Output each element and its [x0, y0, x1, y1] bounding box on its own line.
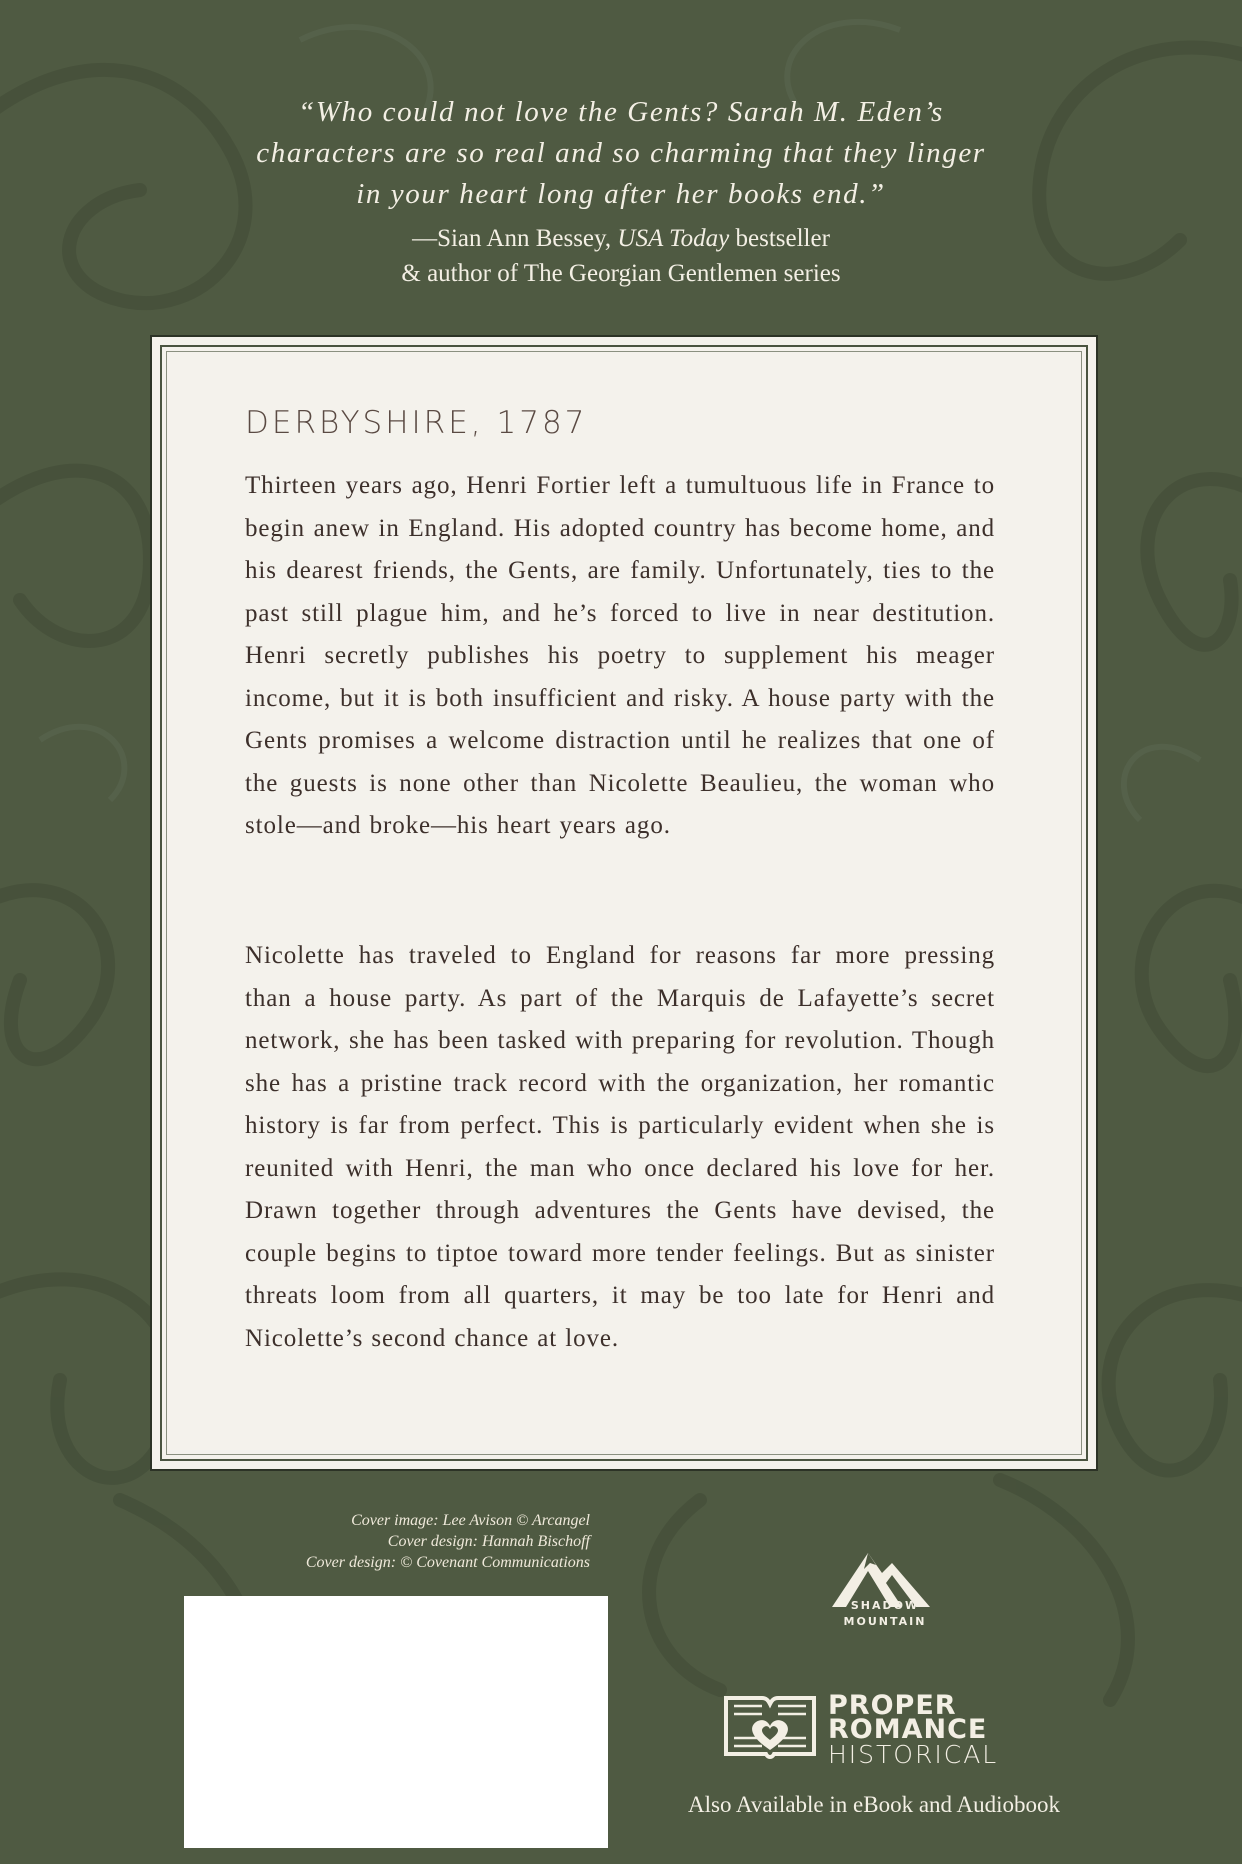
- attribution-suffix: bestseller: [729, 225, 830, 252]
- attribution-prefix: —Sian Ann Bessey,: [412, 225, 618, 252]
- publisher-name-line2: MOUNTAIN: [843, 1615, 927, 1628]
- publisher-name: [820, 1598, 950, 1630]
- blurb-heading: DERBYSHIRE, 1787: [245, 405, 588, 441]
- availability-note: Also Available in eBook and Audiobook: [688, 1792, 1061, 1817]
- endorsement-quote: [0, 92, 1242, 291]
- quote-line: in your heart long after her books end.”: [356, 178, 886, 210]
- attribution-italic: USA Today: [617, 225, 730, 252]
- blurb-paragraph: Nicolette has traveled to England for reasons far more pressing than a house party. As part of the Marquis de Lafayette’s secret network, she has been tasked with preparing for revolution. Though she has a pristine track record with the organization, her romantic history is far from perfect. This is particularly evident when she is reunited with Henri, the man who once declared his love for her. Drawn together through adventures the Gents have devised, the couple begins to tiptoe toward more tender feelings. But as sinister threats loom from all quarters, it may be too late for Henri and Nicolette’s second chance at love.: [245, 942, 995, 1352]
- quote-line: “Who could not love the Gents? Sarah M. Eden’s: [298, 96, 944, 128]
- quote-line: characters are so real and so charming that they linger: [256, 137, 986, 169]
- publisher-name-line1: SHADOW: [850, 1599, 920, 1612]
- blurb-paragraph: Thirteen years ago, Henri Fortier left a tumultuous life in France to begin anew in England. His adopted country has become home, and his dearest friends, the Gents, are family. Unfortunately, ties to the past still plague him, and he’s forced to live in near destitution. Henri secretly publishes his poetry to supplement his meager income, but it is both insufficient and risky. A house party with the Gents promises a welcome distraction until he realizes that one of the guests is none other than Nicolette Beaulieu, the woman who stole—and broke—his heart years ago.: [245, 472, 995, 839]
- imprint-line3: HISTORICAL: [828, 1740, 999, 1769]
- credit-line: Cover design: © Covenant Communications: [305, 1554, 590, 1571]
- quote-attribution: [0, 221, 1242, 256]
- book-heart-icon: [722, 1688, 818, 1764]
- credit-line: Cover image: Lee Avison © Arcangel: [351, 1512, 590, 1529]
- imprint-line1: PROPER: [828, 1690, 957, 1721]
- blurb-panel: [150, 335, 1098, 1471]
- attribution-line-2: & author of The Georgian Gentlemen series: [401, 260, 841, 287]
- imprint-line2: ROMANCE: [828, 1714, 988, 1745]
- cover-credits: [190, 1510, 590, 1573]
- barcode-area: [184, 1596, 608, 1848]
- credit-line: Cover design: Hannah Bischoff: [387, 1533, 590, 1550]
